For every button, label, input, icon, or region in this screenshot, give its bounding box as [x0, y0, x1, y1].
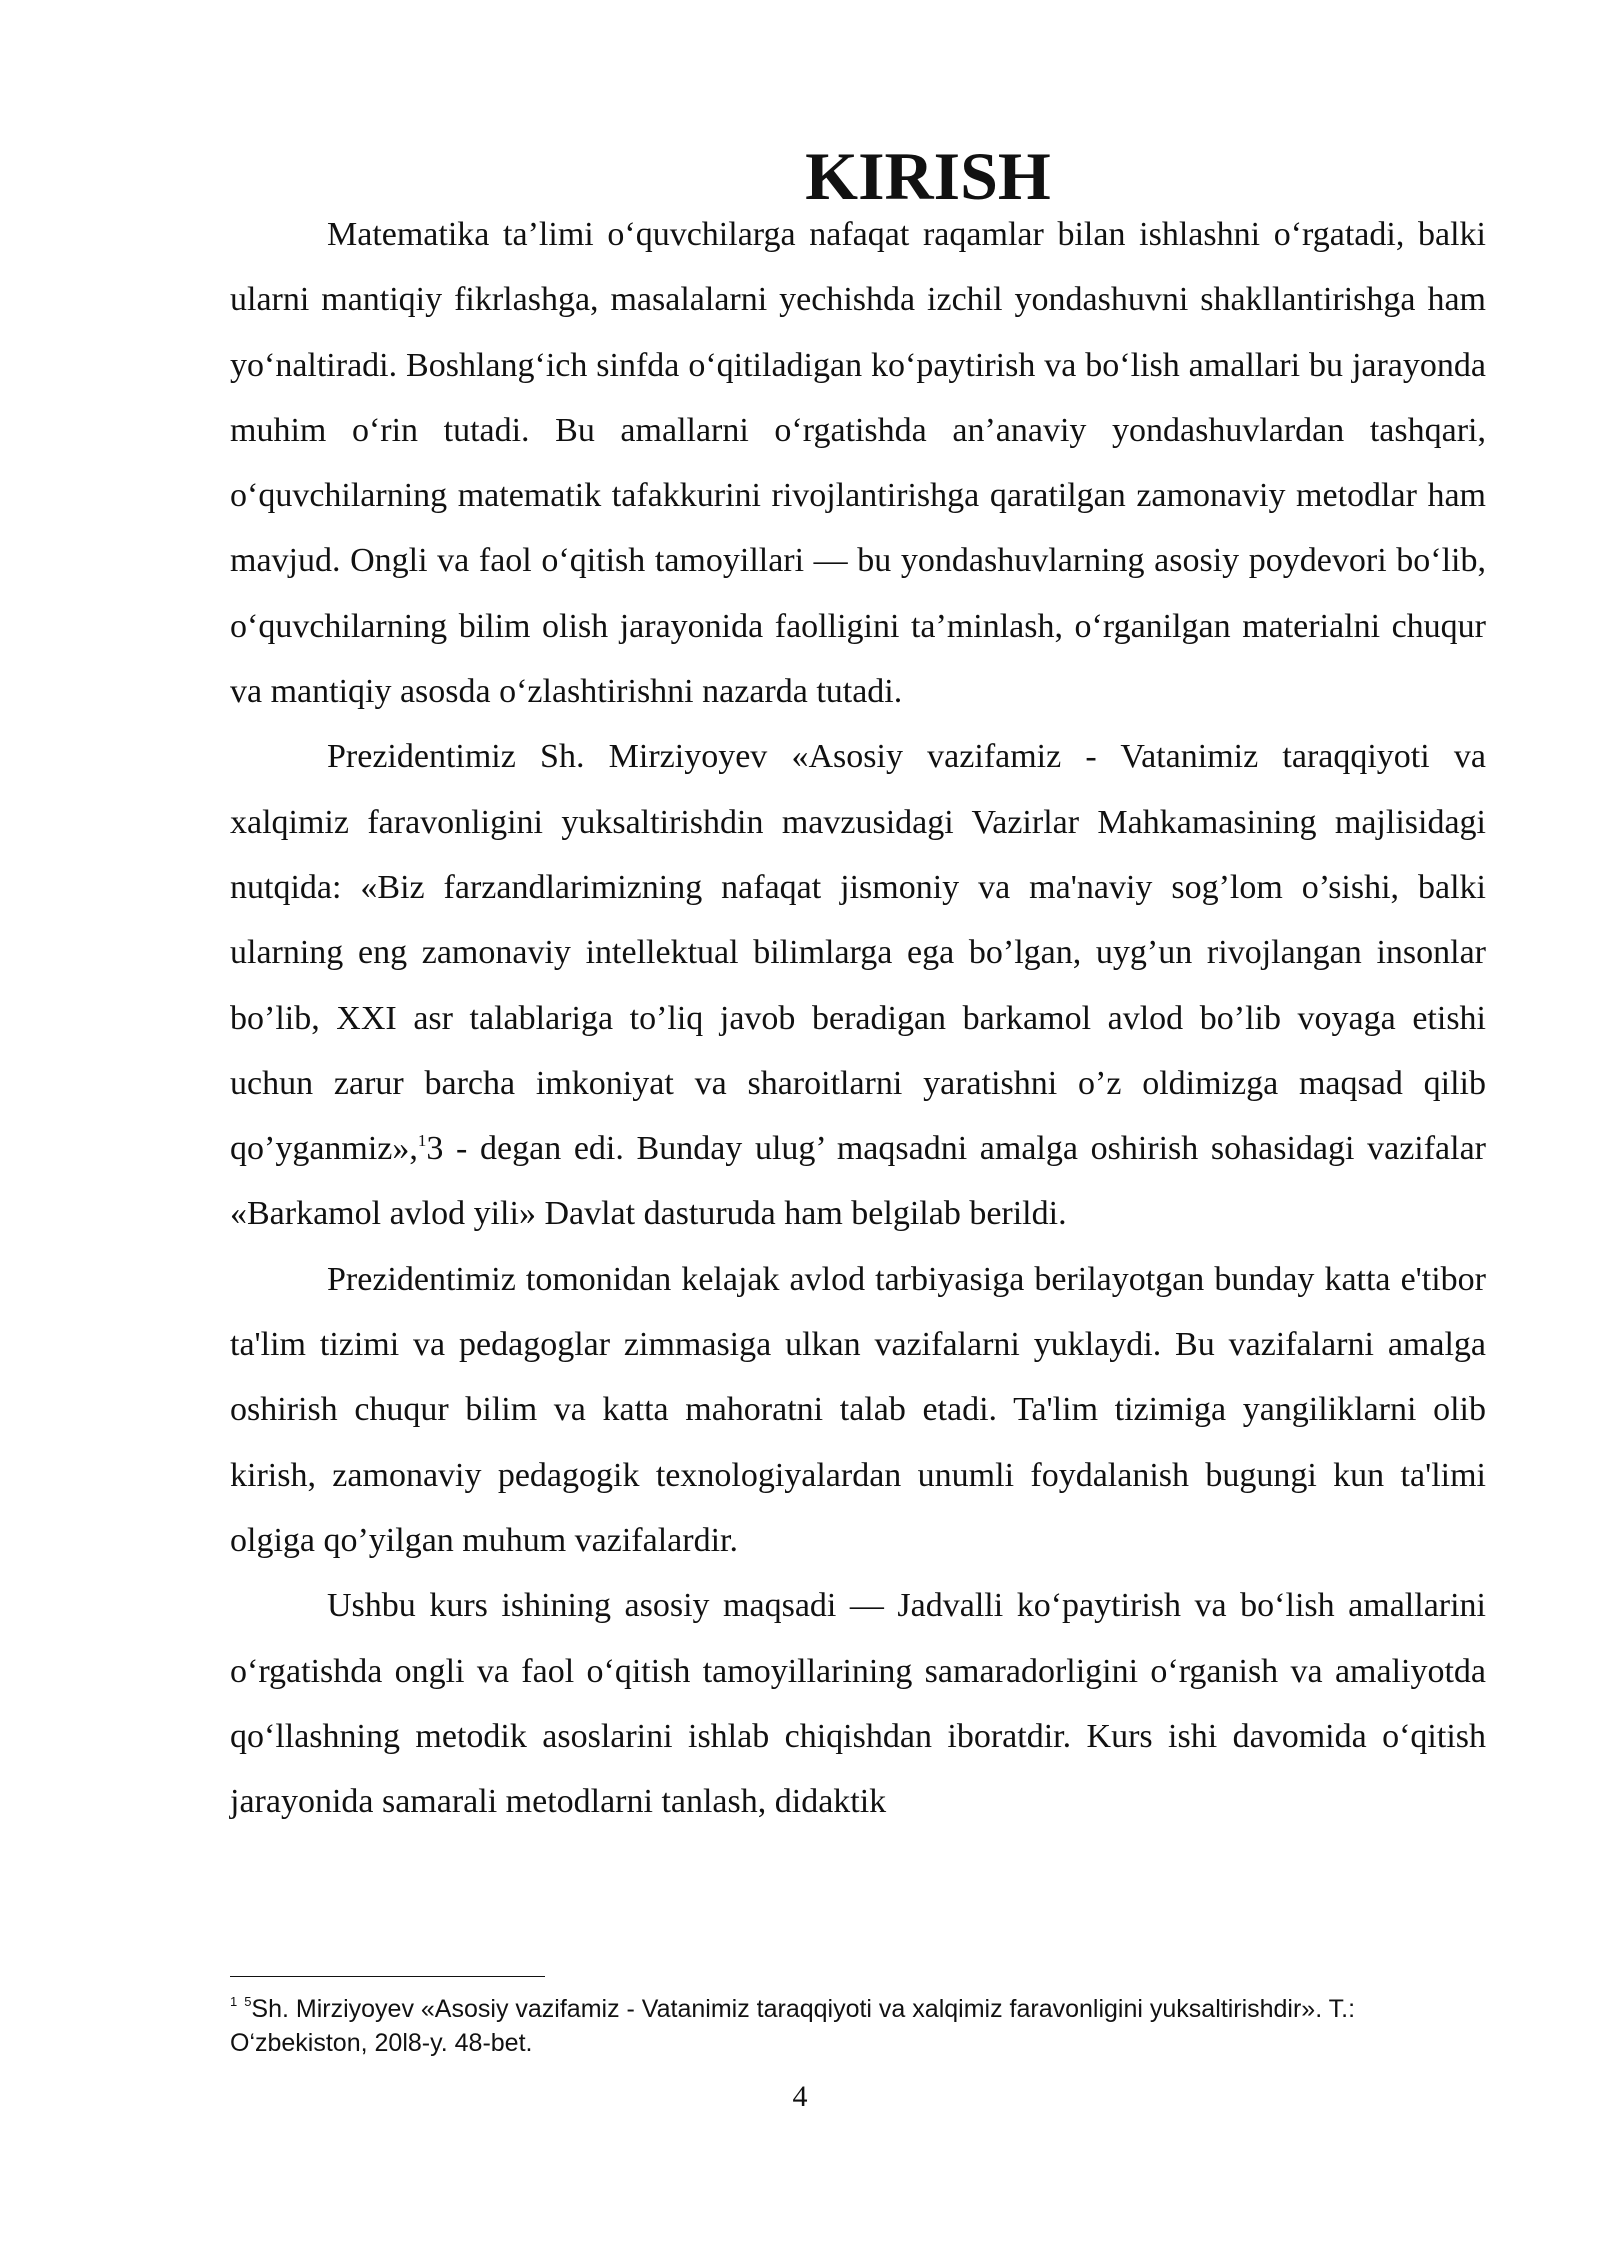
footnote — [230, 1992, 1486, 2060]
page-number: 4 — [792, 2080, 808, 2113]
footnote-reference[interactable]: 1 — [417, 1131, 427, 1151]
footnote-divider — [230, 1976, 545, 1977]
page-title: KIRISH — [805, 138, 1051, 214]
paragraph-president-quote — [230, 724, 1486, 1246]
paragraph-education-tasks: Prezidentimiz tomonidan kelajak avlod tarbiyasiga berilayotgan bunday katta e'tibor ta'lim tizimi va pedagoglar zimmasiga ulkan vazifalarni yuklaydi. Bu vazifalarni amalga oshirish chuqur bilim va katta mahoratni talab etadi. Ta'lim tizimiga yangiliklarni olib kirish, zamonaviy pedagogik texnologiyalardan unumli foydalanish bugungi kun ta'limi olgiga qo’yilgan muhum vazifalardir. — [230, 1260, 1486, 1559]
footnote-text: Sh. Mirziyoyev «Asosiy vazifamiz - Vatanimiz taraqqiyoti va xalqimiz faravonligini yuksaltirishdir». T.: O‘zbekiston, 20l8-y. 48-bet. — [230, 1995, 1356, 2057]
document-body — [230, 138, 1486, 1834]
footnote-number: 1 — [230, 1994, 238, 2009]
footnote-inner-mark: 5 — [244, 1994, 252, 2009]
paragraph-intro: Matematika ta’limi o‘quvchilarga nafaqat raqamlar bilan ishlashni o‘rgatadi, balki ularni mantiqiy fikrlashga, masalalarni yechishda izchil yondashuvni shakllantirishga ham yo‘naltiradi. Boshlang‘ich sinfda o‘qitiladigan ko‘paytirish va bo‘lish amallari bu jarayonda muhim o‘rin tutadi. Bu amallarni o‘rgatishda an’anaviy yondashuvlardan tashqari, o‘quvchilarning matematik tafakkurini rivojlantirishga qaratilgan zamonaviy metodlar ham mavjud. Ongli va faol o‘qitish tamoyillari — bu yondashuvlarning asosiy poydevori bo‘lib, o‘quvchilarning bilim olish jarayonida faolligini ta’minlash, o‘rganilgan materialni chuqur va mantiqiy asosda o‘zlashtirishni nazarda tutadi. — [230, 216, 1486, 711]
paragraph-text-after-ref: 3 - degan edi. Bunday ulug’ maqsadni amalga oshirish sohasidagi vazifalar «Barkamol avlod yili» Davlat dasturuda ham belgilab berildi. — [230, 1130, 1486, 1233]
paragraph-text-before-ref: Prezidentimiz Sh. Mirziyoyev «Asosiy vazifamiz - Vatanimiz taraqqiyoti va xalqimiz faravonligini yuksaltirishdin mavzusidagi Vazirlar Mahkamasining majlisidagi nutqida: «Biz farzandlarimizning nafaqat jismoniy va ma'naviy sog’lom o’sishi, balki ularning eng zamonaviy intellektual bilimlarga ega bo’lgan, uyg’un rivojlangan insonlar bo’lib, XXI asr talablariga to’liq javob beradigan barkamol avlod bo’lib voyaga etishi uchun zarur barcha imkoniyat va sharoitlarni yaratishni o’z oldimizga maqsad qilib qo’yganmiz», — [230, 738, 1486, 1168]
paragraph-course-goal: Ushbu kurs ishining asosiy maqsadi — Jadvalli ko‘paytirish va bo‘lish amallarini o‘rgatishda ongli va faol o‘qitish tamoyillarining samaradorligini o‘rganish va amaliyotda qo‘llashning metodik asoslarini ishlab chiqishdan iboratdir. Kurs ishi davomida o‘qitish jarayonida samarali metodlarni tanlash, didaktik — [230, 1587, 1486, 1821]
